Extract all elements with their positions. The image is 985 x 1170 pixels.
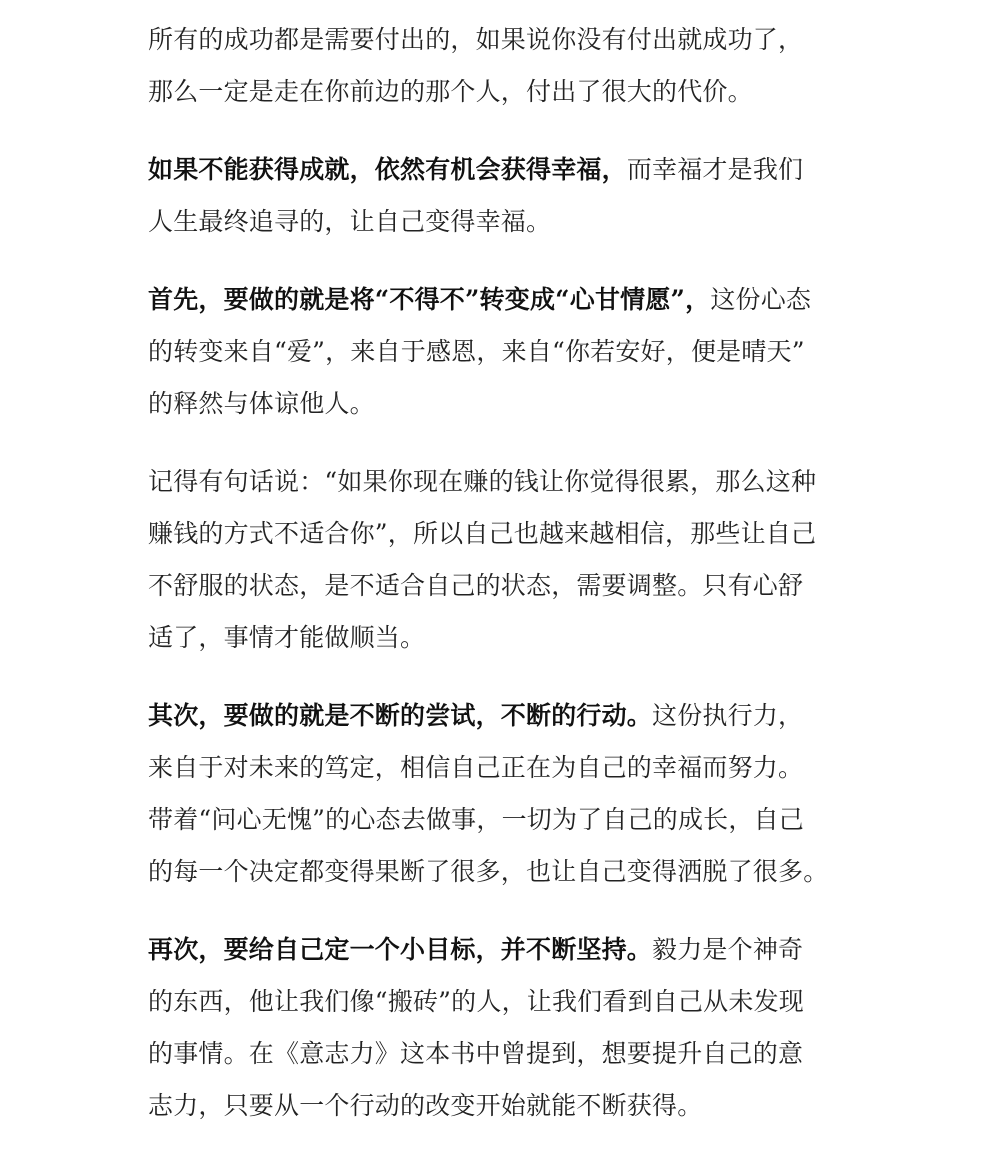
normal-text: 带着“问心无愧”的心态去做事，一切为了自己的成长，自己: [148, 805, 804, 834]
normal-text: 适了，事情才能做顺当。: [148, 623, 426, 652]
bold-text: 首先，要做的就是将“不得不”转变成“心甘情愿”，: [148, 285, 711, 314]
text-line: [148, 1080, 868, 1132]
text-line: [148, 690, 868, 742]
normal-text: 这份心态: [710, 285, 812, 314]
normal-text: 而幸福才是我们: [626, 155, 804, 184]
text-line: [148, 846, 868, 898]
bold-text: 如果不能获得成就，依然有机会获得幸福，: [148, 155, 627, 184]
text-line: [148, 144, 868, 196]
normal-text: 所有的成功都是需要付出的，如果说你没有付出就成功了，: [148, 25, 804, 54]
normal-text: 的事情。在《意志力》这本书中曾提到，想要提升自己的意: [148, 1039, 804, 1068]
normal-text: 毅力是个神奇: [652, 935, 804, 964]
article-body: [148, 14, 868, 1132]
normal-text: 的东西，他让我们像“搬砖”的人，让我们看到自己从未发现: [148, 987, 804, 1016]
text-line: [148, 456, 868, 508]
normal-text: 那么一定是走在你前边的那个人，付出了很大的代价。: [148, 77, 753, 106]
paragraph-4: [148, 456, 868, 664]
paragraph-1: [148, 14, 868, 118]
text-line: [148, 14, 868, 66]
text-line: [148, 924, 868, 976]
paragraph-2: [148, 144, 868, 248]
text-line: [148, 612, 868, 664]
text-line: [148, 1028, 868, 1080]
text-line: [148, 742, 868, 794]
normal-text: 人生最终追寻的，让自己变得幸福。: [148, 207, 552, 236]
normal-text: 的每一个决定都变得果断了很多，也让自己变得洒脱了很多。: [148, 857, 829, 886]
paragraph-5: [148, 690, 868, 898]
text-line: [148, 378, 868, 430]
normal-text: 的转变来自“爱”，来自于感恩，来自“你若安好，便是晴天”: [148, 337, 805, 366]
bold-text: 其次，要做的就是不断的尝试，不断的行动。: [148, 701, 653, 730]
text-line: [148, 794, 868, 846]
text-line: [148, 326, 868, 378]
normal-text: 记得有句话说：“如果你现在赚的钱让你觉得很累，那么这种: [148, 467, 817, 496]
normal-text: 不舒服的状态，是不适合自己的状态，需要调整。只有心舒: [148, 571, 804, 600]
text-line: [148, 66, 868, 118]
text-line: [148, 560, 868, 612]
paragraph-6: [148, 924, 868, 1132]
normal-text: 这份执行力，: [652, 701, 804, 730]
normal-text: 来自于对未来的笃定，相信自己正在为自己的幸福而努力。: [148, 753, 804, 782]
text-line: [148, 274, 868, 326]
normal-text: 赚钱的方式不适合你”，所以自己也越来越相信，那些让自己: [148, 519, 817, 548]
text-line: [148, 508, 868, 560]
paragraph-3: [148, 274, 868, 430]
normal-text: 的释然与体谅他人。: [148, 389, 375, 418]
text-line: [148, 976, 868, 1028]
normal-text: 志力，只要从一个行动的改变开始就能不断获得。: [148, 1091, 703, 1120]
bold-text: 再次，要给自己定一个小目标，并不断坚持。: [148, 935, 653, 964]
text-line: [148, 196, 868, 248]
